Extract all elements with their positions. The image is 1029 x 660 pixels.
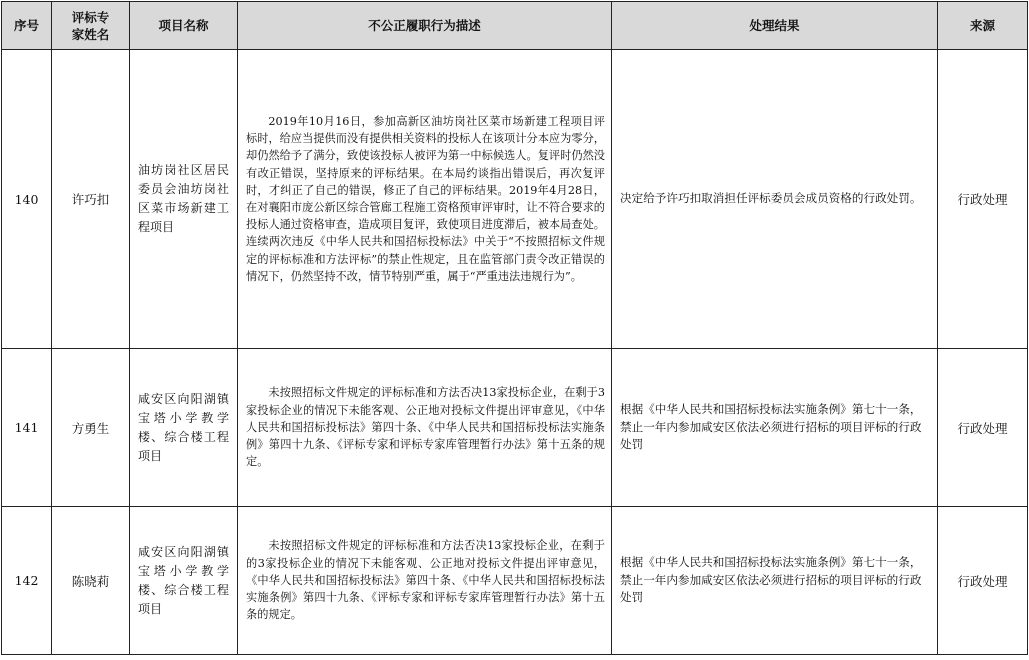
row-expert-name: 方勇生 [52, 349, 130, 507]
header-seq: 序号 [2, 2, 52, 50]
row-result: 根据《中华人民共和国招标投标法实施条例》第七十一条，禁止一年内参加咸安区依法必须进行招标的项目评标的行政处罚 [612, 349, 938, 507]
row-expert-name: 许巧扣 [52, 50, 130, 349]
row-project: 油坊岗社区居民委员会油坊岗社区菜市场新建工程项目 [130, 50, 238, 349]
penalty-table [1, 1, 1028, 655]
row-description-cell [238, 507, 612, 655]
row-description-cell [238, 50, 612, 349]
row-result: 根据《中华人民共和国招标投标法实施条例》第七十一条，禁止一年内参加咸安区依法必须进行招标的项目评标的行政处罚 [612, 507, 938, 655]
row-project: 咸安区向阳湖镇宝塔小学教学楼、综合楼工程项目 [130, 507, 238, 655]
row-description: 未按照招标文件规定的评标标准和方法否决13家投标企业，在剩于的3家投标企业的情况下未能客观、公正地对投标文件提出评审意见，《中华人民共和国招标投标法》第四十条、《中华人民共和国招标投标法实施条例》第四十九条、《评标专家和评标专家库管理暂行办法》第十五条的规定。 [246, 539, 605, 622]
table-row [2, 349, 1028, 507]
row-project: 咸安区向阳湖镇宝塔小学教学楼、综合楼工程项目 [130, 349, 238, 507]
header-result: 处理结果 [612, 2, 938, 50]
header-source: 来源 [938, 2, 1028, 50]
row-expert-name: 陈晓莉 [52, 507, 130, 655]
table-row [2, 507, 1028, 655]
row-source: 行政处理 [938, 507, 1028, 655]
header-project: 项目名称 [130, 2, 238, 50]
row-description: 2019年10月16日，参加高新区油坊岗社区菜市场新建工程项目评标时，给应当提供而没有提供相关资料的投标人在该项计分本应为零分，却仍然给予了满分，致使该投标人被评为第一中标候选人。复评时仍然没有改正错误，坚持原来的评标结果。在本局约谈指出错误后，再次复评时，才纠正了自己的错误，修正了自己的评标结果。2019年4月28日，在对襄阳市庞公新区综合管廊工程施工资格预审评审时，让不符合要求的投标人通过资格审查，造成项目复评，致使项目进度滞后，被本局查处。连续两次违反《中华人民共和国招标投标法》中关于“不按照招标文件规定的评标标准和方法评标”的禁止性规定，且在监管部门责令改正错误的情况下，仍然坚持不改，情节特别严重，属于“严重违法违规行为”。 [246, 114, 605, 283]
table-row [2, 50, 1028, 349]
row-result: 决定给予许巧扣取消担任评标委员会成员资格的行政处罚。 [612, 50, 938, 349]
row-seq: 141 [2, 349, 52, 507]
header-description: 不公正履职行为描述 [238, 2, 612, 50]
row-description: 未按照招标文件规定的评标标准和方法否决13家投标企业，在剩于3家投标企业的情况下未能客观、公正地对投标文件提出评审意见，《中华人民共和国招标投标法》第四十条、《中华人民共和国招标投标法实施条例》第四十九条、《评标专家和评标专家库管理暂行办法》第十五条的规定。 [246, 386, 605, 469]
header-row [2, 2, 1028, 50]
row-source: 行政处理 [938, 50, 1028, 349]
row-seq: 142 [2, 507, 52, 655]
row-description-cell [238, 349, 612, 507]
header-expert [52, 2, 130, 50]
row-seq: 140 [2, 50, 52, 349]
row-source: 行政处理 [938, 349, 1028, 507]
header-expert-label: 评标专家姓名 [71, 9, 110, 42]
